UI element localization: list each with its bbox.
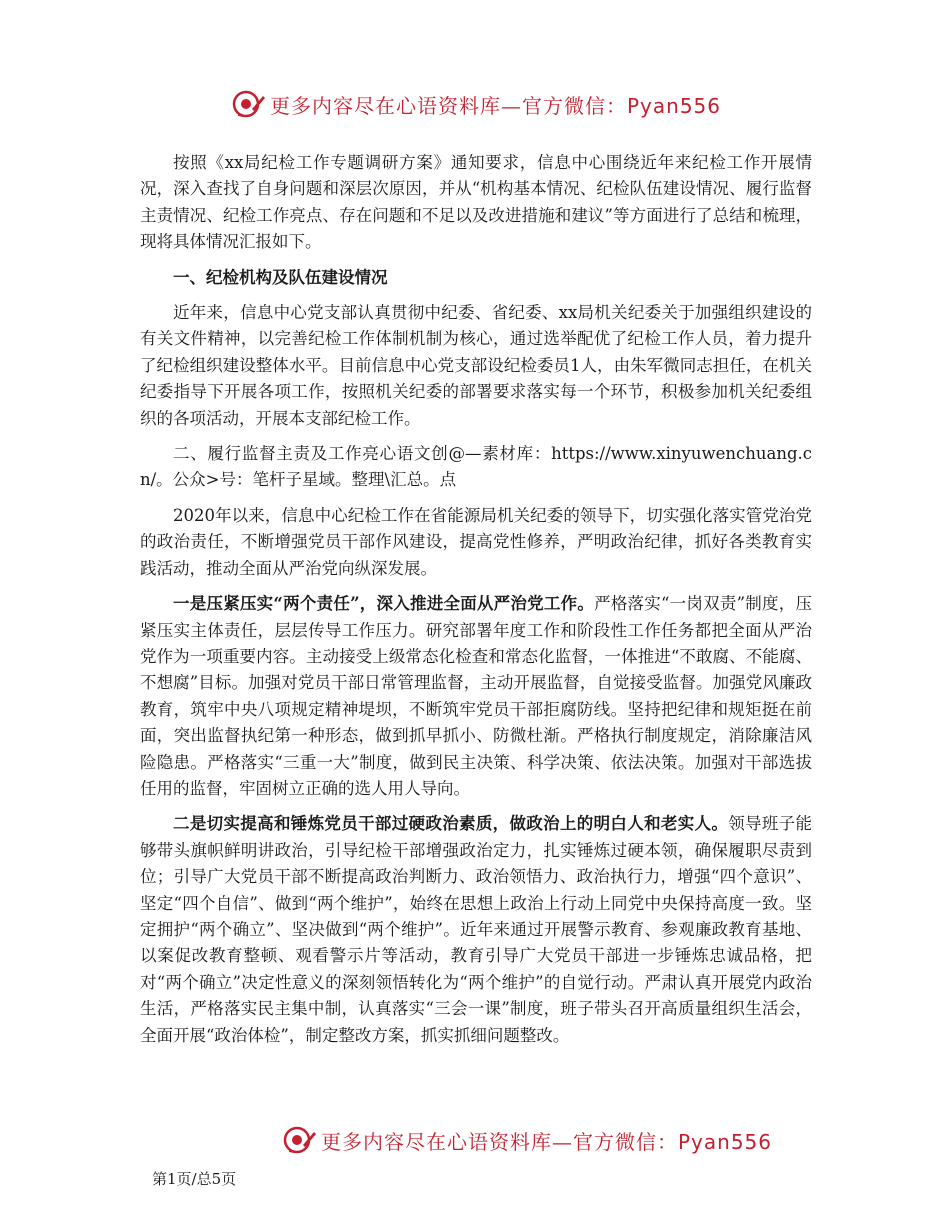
responsibility-lead: 一是压紧压实“两个责任”，深入推进全面从严治党工作。 bbox=[173, 594, 595, 614]
political-quality-lead: 二是切实提高和锤炼党员干部过硬政治素质，做政治上的明白人和老实人。 bbox=[173, 814, 729, 834]
responsibility-body: 严格落实“一岗双责”制度，压紧压实主体责任，层层传导工作压力。研究部署年度工作和阶段性工作任务都把全面从严治党作为一项重要内容。主动接受上级常态化检查和常态化监督，一体推进“不敢腐、不能腐、不想腐”目标。加强对党员干部日常管理监督，主动开展监督，自觉接受监督。加强党风廉政教育，筑牢中央八项规定精神堤坝，不断筑牢党员干部拒腐防线。坚持把纪律和规矩挺在前面，突出监督执纪第一种形态，做到抓早抓小、防微杜渐。严格执行制度规定，消除廉洁风险隐患。严格落实“三重一大”制度，做到民主决策、科学决策、依法决策。加强对干部选拔任用的监督，牢固树立正确的选人用人导向。 bbox=[140, 594, 812, 798]
intro-paragraph: 按照《xx局纪检工作专题调研方案》通知要求，信息中心围绕近年来纪检工作开展情况，深入查找了自身问题和深层次原因，并从“机构基本情况、纪检队伍建设情况、履行监督主责情况、纪检工作亮点、存在问题和不足以及改进措施和建议”等方面进行了总结和梳理，现将具体情况汇报如下。 bbox=[140, 153, 812, 252]
footer-banner bbox=[283, 1122, 772, 1158]
pen-logo-icon bbox=[283, 1123, 317, 1157]
overview-paragraph: 2020年以来，信息中心纪检工作在省能源局机关纪委的领导下，切实强化落实管党治党的政治责任，不断增强党员干部作风建设，提高党性修养，严明政治纪律，抓好各类教育实践活动，推动全面从严治党向纵深发展。 bbox=[140, 505, 812, 578]
political-quality-body: 领导班子能够带头旗帜鲜明讲政治，引导纪检干部增强政治定力，扎实锤炼过硬本领，确保履职尽责到位；引导广大党员干部不断提高政治判断力、政治领悟力、政治执行力，增强“四个意识”、坚定“四个自信”、做到“两个维护”，始终在思想上政治上行动上同党中央保持高度一致。坚定拥护“两个确立”、坚决做到“两个维护”。近年来通过开展警示教育、参观廉政教育基地、以案促改教育整顿、观看警示片等活动，教育引导广大党员干部进一步锤炼忠诚品格，把对“两个确立”决定性意义的深刻领悟转化为“两个维护”的自觉行动。严肃认真开展党内政治生活，严格落实民主集中制，认真落实“三会一课”制度，班子带头召开高质量组织生活会，全面开展“政治体检”，制定整改方案，抓实抓细问题整改。 bbox=[140, 814, 813, 1045]
header-banner bbox=[232, 86, 721, 122]
banner-text: 更多内容尽在心语资料库—官方微信：Pyan556 bbox=[270, 93, 722, 118]
wechat-id: Pyan556 bbox=[678, 1129, 773, 1154]
pen-logo-icon bbox=[232, 87, 266, 121]
page-number: 第1页/总5页 bbox=[152, 1170, 237, 1188]
responsibility-paragraph bbox=[140, 591, 812, 802]
document-body bbox=[140, 150, 812, 1058]
section-heading-2: 二、履行监督主责及工作亮心语文创@—素材库：https://www.xinyuwenchuang.cn/。公众>号：笔杆子星域。整理\汇总。点 bbox=[140, 444, 812, 490]
banner-text: 更多内容尽在心语资料库—官方微信：Pyan556 bbox=[321, 1129, 773, 1154]
organization-paragraph: 近年来，信息中心党支部认真贯彻中纪委、省纪委、xx局机关纪委关于加强组织建设的有关文件精神，以完善纪检工作体制机制为核心，通过选举配优了纪检工作人员，着力提升了纪检组织建设整体水平。目前信息中心党支部设纪检委员1人，由朱军微同志担任，在机关纪委指导下开展各项工作，按照机关纪委的部署要求落实每一个环节，积极参加机关纪委组织的各项活动，开展本支部纪检工作。 bbox=[140, 303, 812, 428]
wechat-id: Pyan556 bbox=[627, 93, 722, 118]
section-heading-1: 一、纪检机构及队伍建设情况 bbox=[173, 267, 388, 287]
political-quality-paragraph bbox=[140, 811, 812, 1049]
